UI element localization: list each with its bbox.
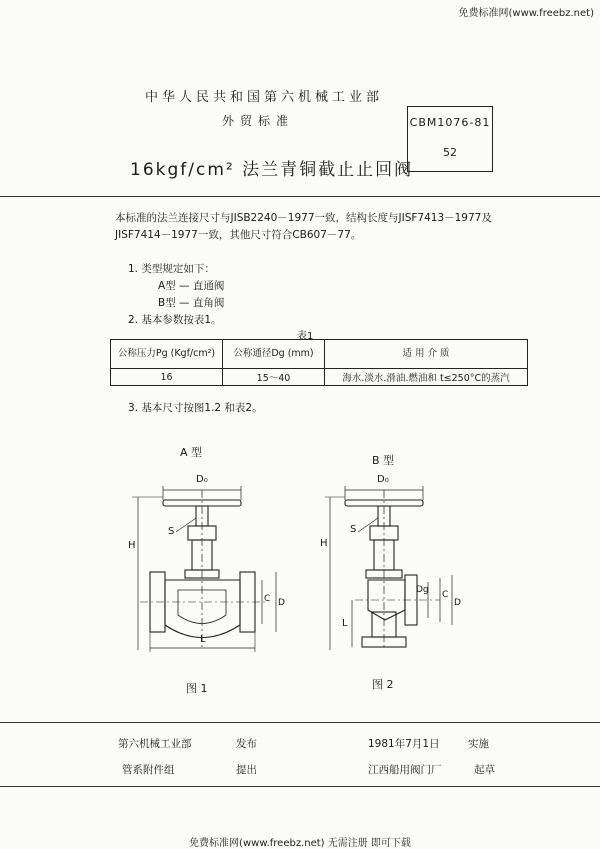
fig1-dim-l: L: [200, 634, 206, 645]
footer-effective: 实施: [468, 738, 489, 750]
type-a-definition: A型 — 直通阀: [158, 280, 225, 292]
footer-proposed: 提出: [236, 764, 257, 776]
fig1-dim-c: C: [264, 594, 271, 604]
item-3: 3. 基本尺寸按图1.2 和表2。: [128, 402, 263, 414]
fig2-dim-dg: Dg: [416, 585, 429, 595]
item-1: 1. 类型规定如下：: [128, 263, 215, 275]
header-diameter: 公称通径Dg (mm): [223, 340, 325, 369]
footer-date: 1981年7月1日: [368, 738, 440, 750]
header-pressure: 公称压力Pg (Kgf/cm²): [111, 340, 223, 369]
cell-medium: 海水.淡水.滑油.燃油和 t≤250°C的蒸汽: [325, 369, 528, 386]
watermark-top: 免费标准网(www.freebz.net): [458, 8, 594, 19]
footer-issuer: 第六机械工业部: [118, 738, 192, 750]
fig1-dim-s: S: [168, 526, 175, 537]
title-text: 法兰青铜截止止回阀: [242, 160, 414, 180]
footer-issued: 发布: [236, 738, 257, 750]
figure-1-caption: 图 1: [186, 682, 208, 695]
fig2-dim-d0: D₀: [377, 474, 389, 485]
fig1-dim-h: H: [128, 540, 136, 551]
fig2-dim-h: H: [320, 538, 328, 549]
paragraph-line-1: 本标准的法兰连接尺寸与JISB2240－1977一致，结构长度与JISF7413－1977及: [115, 212, 492, 224]
cell-pressure: 16: [111, 369, 223, 386]
watermark-bottom: 免费标准网(www.freebz.net) 无需注册 即可下载: [189, 838, 411, 849]
footer-divider-bottom: [0, 786, 600, 787]
fig2-dim-s: S: [350, 524, 357, 535]
footer-drafter: 江西船用阀门厂: [368, 764, 442, 776]
fig1-dim-d: D: [278, 598, 285, 608]
figure-1-drawing: [132, 486, 276, 652]
figure-2-caption: 图 2: [372, 678, 394, 691]
ministry-heading: 中华人民共和国第六机械工业部: [145, 90, 384, 105]
footer-drafted: 起草: [474, 764, 495, 776]
item-2: 2. 基本参数按表1。: [128, 314, 222, 326]
page-number: 52: [443, 146, 457, 159]
title-pressure-unit: 16kgf/cm²: [130, 160, 235, 180]
fig2-dim-l: L: [342, 618, 348, 629]
figure-a-type-label: A 型: [180, 446, 203, 459]
fig2-dim-d: D: [454, 598, 461, 608]
standard-code: CBM1076-81: [409, 116, 491, 129]
cell-diameter: 15～40: [223, 369, 325, 386]
table-caption: 表1: [297, 331, 314, 342]
paragraph-line-2: JISF7414－1977一致，其他尺寸符合CB607－77。: [115, 229, 362, 241]
type-b-definition: B型 — 直角阀: [158, 297, 225, 309]
standard-category: 外贸标准: [222, 114, 295, 128]
footer-divider-top: [0, 722, 600, 723]
header-medium: 适 用 介 质: [325, 340, 528, 369]
footer-org: 管系附件组: [122, 764, 175, 776]
figure-b-type-label: B 型: [372, 454, 395, 467]
fig1-dim-d0: D₀: [196, 474, 208, 485]
fig2-dim-c: C: [442, 590, 449, 600]
